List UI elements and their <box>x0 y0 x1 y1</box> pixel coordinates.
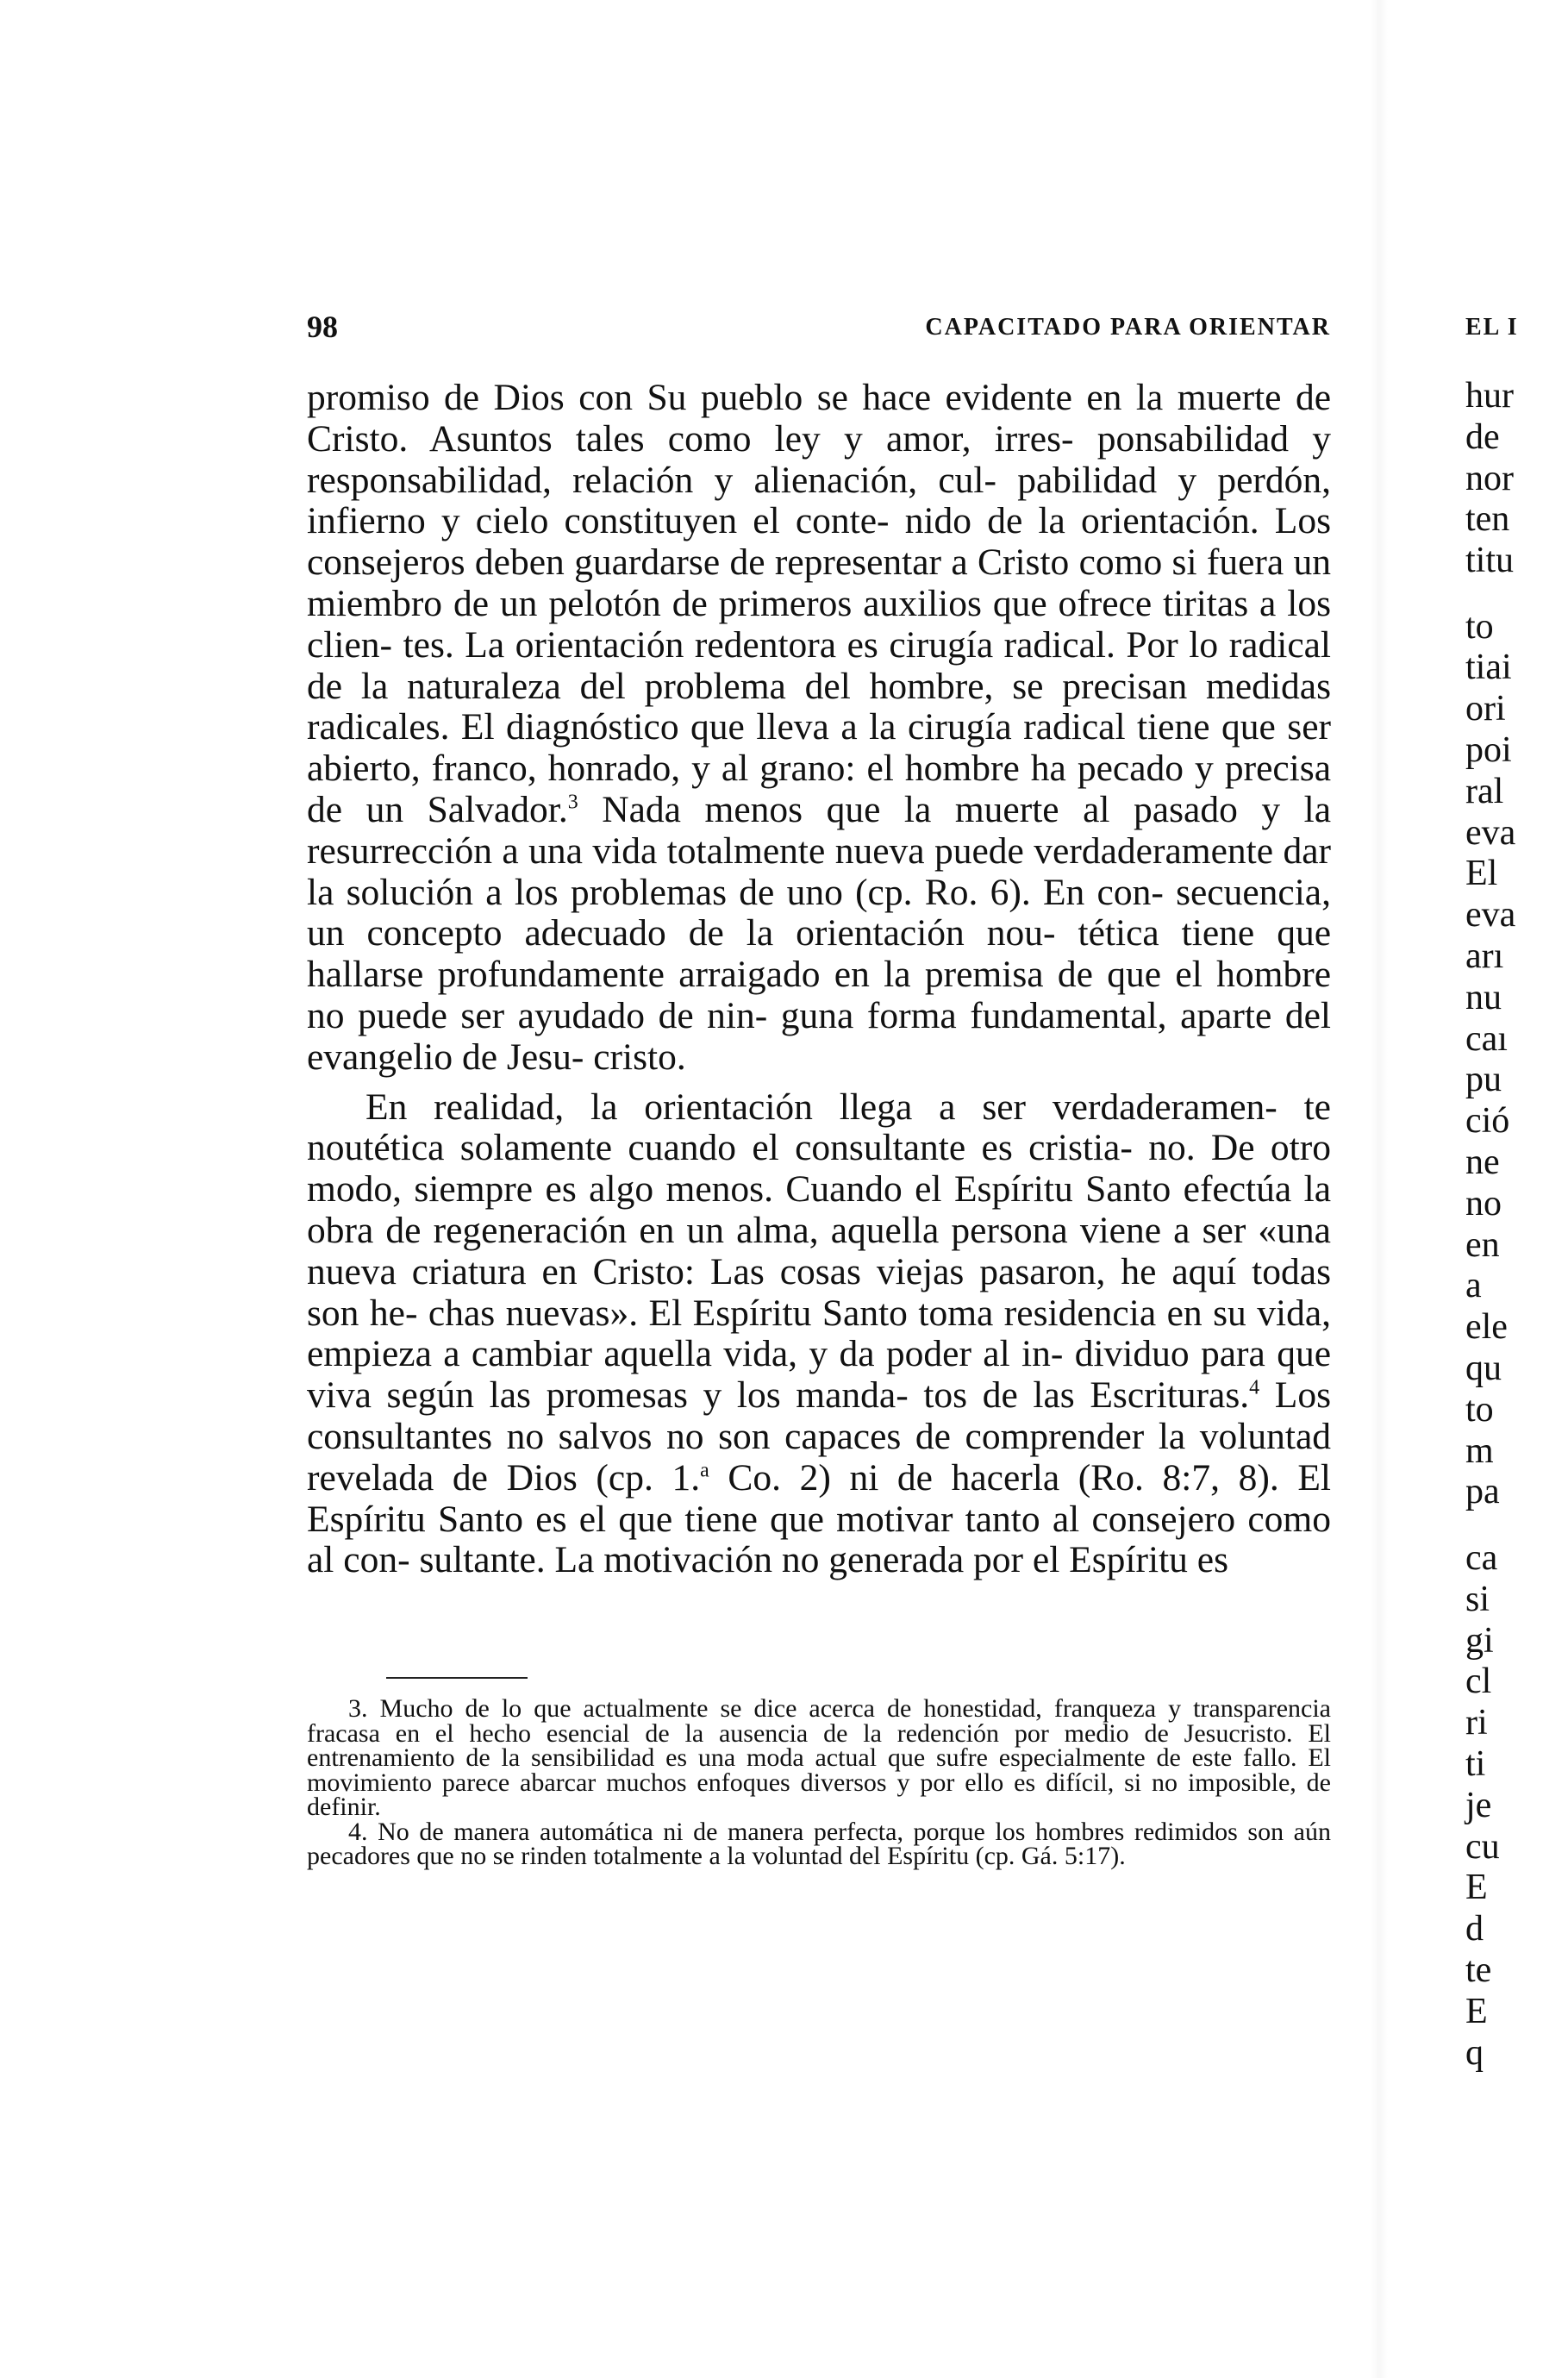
text-line: cirugía radical tiene que ser abierto, franco, honrado, y <box>307 706 1331 790</box>
adjacent-fragment: pa <box>1465 1472 1500 1512</box>
text-line: a una vida totalmente nueva puede verdaderamente dar <box>502 829 1332 872</box>
footnotes <box>307 1694 1331 1870</box>
adjacent-fragment: de <box>1465 416 1500 457</box>
text-line: precisan medidas radicales. El diagnóstico que lleva a la <box>307 665 1331 748</box>
footnote-ref-4[interactable]: 4 <box>1249 1376 1260 1399</box>
text-line: tética tiene que hallarse profundamente arraigado en la <box>307 912 1332 996</box>
text-line: pelotón de primeros auxilios que ofrece tiritas a los clien- <box>307 582 1332 666</box>
adjacent-fragment: eva <box>1465 895 1516 936</box>
adjacent-fragment: d <box>1465 1909 1484 1949</box>
adjacent-fragment: ele <box>1465 1307 1508 1348</box>
adjacent-fragment: ti <box>1465 1743 1486 1784</box>
adjacent-fragment: gi <box>1465 1620 1494 1661</box>
text-line: cristo. <box>593 1036 686 1078</box>
text-line: 1. <box>672 1456 701 1499</box>
text-line: pabilidad y perdón, infierno y cielo constituyen el conte- <box>307 459 1332 542</box>
adjacent-fragment: nu <box>1465 977 1502 1017</box>
text-line: Espíritu Santo efectúa la obra de regeneración en un <box>307 1168 1332 1251</box>
text-line: sultante. La motivación no generada por el Espíritu es <box>419 1539 1229 1581</box>
adjacent-fragment: pu <box>1465 1060 1502 1100</box>
adjacent-fragment: tiai <box>1465 648 1512 688</box>
text-line: chas nuevas». El Espíritu Santo toma residencia en su <box>428 1292 1246 1334</box>
adjacent-fragment: je <box>1465 1785 1492 1825</box>
text-line: Los consultantes no salvos no son <box>307 1374 1331 1457</box>
text-line: dividuo para que viva según las promesas y los manda- <box>307 1333 1331 1417</box>
text-line: premisa de que el hombre no puede ser ayudado de nin- <box>307 954 1331 1036</box>
adjacent-fragment: titu <box>1465 541 1515 581</box>
adjacent-fragment: en <box>1465 1224 1500 1265</box>
footnote-divider <box>386 1677 528 1679</box>
adjacent-fragment: q <box>1465 2032 1484 2073</box>
adjacent-fragment: El <box>1465 854 1498 894</box>
adjacent-fragment: ral <box>1465 771 1504 811</box>
adjacent-fragment: ció <box>1465 1101 1510 1142</box>
footnote-ref-3[interactable]: 3 <box>567 791 578 814</box>
text-line: muerte de Cristo. Asuntos tales como ley y amor, irres- <box>307 377 1332 460</box>
adjacent-fragment: ri <box>1465 1703 1488 1743</box>
adjacent-fragment: ne <box>1465 1142 1500 1183</box>
text-line: guna forma fundamental, aparte del evangelio de Jesu- <box>307 994 1331 1078</box>
text-line: el que tiene que motivar tanto al consejero como al con- <box>307 1498 1331 1581</box>
adjacent-fragment: arı <box>1465 936 1504 977</box>
text-line: secuencia, un concepto adecuado de la orientación nou- <box>307 871 1331 954</box>
paragraph-1 <box>307 378 1331 1079</box>
adjacent-fragment: ten <box>1465 499 1510 540</box>
adjacent-fragment: to <box>1465 1389 1494 1430</box>
adjacent-page-fragment <box>1465 309 1568 2073</box>
text-line: vida, empieza a cambiar aquella vida, y da poder al in- <box>307 1292 1332 1375</box>
text-line: Nada menos que la muerte al pasado y la resurrección <box>307 788 1331 872</box>
adjacent-fragment: cu <box>1465 1826 1500 1867</box>
adjacent-fragment: poi <box>1465 730 1512 771</box>
text-line: al grano: el hombre ha pecado y precisa de un Salvador. <box>307 748 1332 830</box>
adjacent-fragment: cl <box>1465 1661 1492 1702</box>
adjacent-fragment: ori <box>1465 689 1506 729</box>
footnote-3 <box>307 1694 1331 1821</box>
adjacent-fragment: qu <box>1465 1349 1502 1389</box>
adjacent-fragment: to <box>1465 606 1494 647</box>
adjacent-fragment: E <box>1465 1868 1488 1908</box>
text-line: te noutética solamente cuando el consultante es cristia- <box>307 1086 1331 1169</box>
text-line: alma, aquella persona viene a ser «una nueva criatura en <box>307 1209 1331 1292</box>
text-line: tos de las Escrituras. <box>923 1374 1250 1417</box>
paragraph-2 <box>307 1087 1331 1582</box>
text-line: la solución a los problemas de uno (cp. Ro. 6). En con- <box>307 871 1164 913</box>
adjacent-fragment: eva <box>1465 812 1516 853</box>
adjacent-fragment: nor <box>1465 458 1514 498</box>
adjacent-fragment: si <box>1465 1579 1490 1619</box>
adjacent-fragment: hur <box>1465 376 1514 416</box>
footnote-number: 4. <box>348 1817 368 1846</box>
text-line: promiso de Dios con Su pueblo se hace evidente en la <box>307 377 1164 418</box>
footnote-text: No de manera automática ni de manera perfecta, porque los hombres redimidos son aún pecadores que no se rinden totalmente a la voluntad del Espíritu (cp. Gá. 5:17). <box>307 1817 1331 1870</box>
adjacent-fragment: caı <box>1465 1018 1508 1059</box>
running-title: CAPACITADO PARA ORIENTAR <box>925 314 1331 341</box>
text-line: Cristo: Las cosas viejas pasaron, he aquí todas son he- <box>307 1250 1332 1334</box>
page-number: 98 <box>307 310 338 344</box>
text-line: radical de la naturaleza del problema del hombre, se <box>307 623 1332 707</box>
footnote-4 <box>307 1817 1331 1870</box>
adjacent-fragment: m <box>1465 1430 1494 1471</box>
ordinal-mark: a <box>700 1459 709 1482</box>
text-line: Co. 2) ni de hacerla (Ro. 8:7, 8). El Espíritu Santo es <box>307 1456 1331 1540</box>
adjacent-fragment: a <box>1465 1266 1482 1306</box>
text-line: En realidad, la orientación llega a ser verdaderamen- <box>365 1086 1278 1128</box>
text-line: ponsabilidad y responsabilidad, relación y alienación, cul- <box>307 417 1331 501</box>
footnote-text: Mucho de lo que actualmente se dice acerca de honestidad, franqueza y transparencia fracasa en el hecho esencial de la ausencia de la redención por medio de Jesucristo. El entrenamiento de la sensibilidad es una moda actual que sufre especialmente de este fallo. El movimiento parece abarcar muchos enfoques diversos y por ello es difícil, si no imposible, de definir. <box>307 1694 1331 1821</box>
text-line: no. De otro modo, siempre es algo menos. Cuando el <box>307 1127 1332 1211</box>
adjacent-running-head: EL I <box>1465 314 1519 341</box>
text-line: capaces de comprender la voluntad revelada de Dios (cp. <box>307 1415 1332 1499</box>
footnote-number: 3. <box>348 1694 368 1723</box>
adjacent-fragment: no <box>1465 1183 1502 1223</box>
adjacent-fragment: E <box>1465 1991 1488 2031</box>
adjacent-fragment: ca <box>1465 1537 1498 1578</box>
body-text <box>307 378 1331 1581</box>
book-gutter <box>1371 0 1388 2378</box>
running-head <box>307 309 1331 343</box>
text-line: tes. La orientación redentora es cirugía radical. Por lo <box>403 623 1219 666</box>
text-line: de representar a Cristo como si fuera un miembro de un <box>307 541 1332 624</box>
adjacent-fragment: te <box>1465 1949 1492 1990</box>
text-line: nido de la orientación. Los consejeros deben guardarse <box>307 500 1331 584</box>
